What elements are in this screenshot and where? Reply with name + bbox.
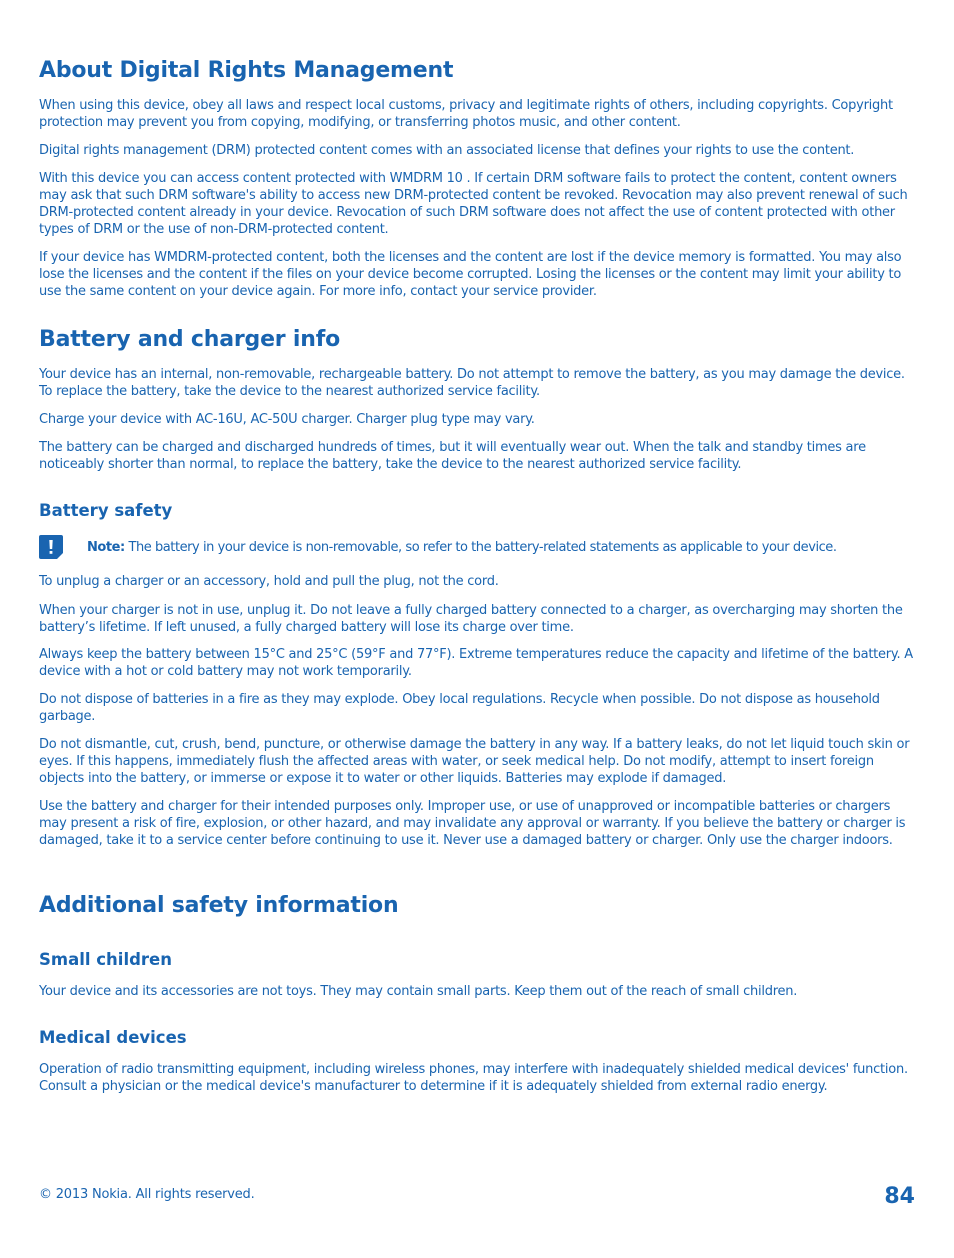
heading-battery-safety: Battery safety: [39, 501, 173, 520]
heading-small-children: Small children: [39, 950, 172, 969]
paragraph-small-children: Your device and its accessories are not toys. They may contain small parts. Keep them out of the reach of small children.: [39, 984, 798, 999]
note-label: Note:: [87, 540, 125, 555]
heading-drm: About Digital Rights Management: [39, 58, 454, 83]
heading-additional-safety: Additional safety information: [39, 893, 399, 918]
heading-medical-devices: Medical devices: [39, 1028, 187, 1047]
footer-copyright: © 2013 Nokia. All rights reserved.: [39, 1187, 255, 1202]
paragraph-battery-2: Charge your device with AC-16U, AC-50U charger. Charger plug type may vary.: [39, 412, 535, 427]
paragraph-safety-5: Do not dismantle, cut, crush, bend, puncture, or otherwise damage the battery in any way. If a battery leaks, do not let liquid touch skin or eyes. If this happens, immediately flush the affected areas with water, or seek medical help. Do not modify, attempt to insert foreign objects into the battery, or immerse or expose it to water or other liquids. Batteries may explode if damaged.: [39, 737, 910, 786]
paragraph-battery-1: Your device has an internal, non-removable, rechargeable battery. Do not attempt to remove the battery, as you may damage the device. To replace the battery, take the device to the nearest authorized service facility.: [39, 367, 905, 399]
heading-battery: Battery and charger info: [39, 327, 340, 352]
paragraph-drm-1: When using this device, obey all laws and respect local customs, privacy and legitimate rights of others, including copyrights. Copyright protection may prevent you from copying, modifying, or transferring photos music, and other content.: [39, 98, 893, 130]
paragraph-safety-6: Use the battery and charger for their intended purposes only. Improper use, or use of unapproved or incompatible batteries or chargers may present a risk of fire, explosion, or other hazard, and may invalidate any approval or warranty. If you believe the battery or charger is damaged, take it to a service center before continuing to use it. Never use a damaged battery or charger. Only use the charger indoors.: [39, 799, 906, 848]
exclamation-icon: [39, 535, 63, 559]
page-number: 84: [884, 1184, 915, 1209]
note-body: The battery in your device is non-removable, so refer to the battery-related statements as applicable to your device.: [124, 540, 837, 555]
paragraph-medical: Operation of radio transmitting equipment, including wireless phones, may interfere with inadequately shielded medical devices' function. Consult a physician or the medical device's manufacturer to determine if it is adequately shielded from external radio energy.: [39, 1062, 908, 1094]
paragraph-battery-3: The battery can be charged and discharged hundreds of times, but it will eventually wear out. When the talk and standby times are noticeably shorter than normal, to replace the battery, take the device to the nearest authorized service facility.: [39, 440, 866, 472]
paragraph-safety-2: When your charger is not in use, unplug it. Do not leave a fully charged battery connected to a charger, as overcharging may shorten the battery’s lifetime. If left unused, a fully charged battery will lose its charge over time.: [39, 603, 903, 635]
paragraph-safety-3: Always keep the battery between 15°C and 25°C (59°F and 77°F). Extreme temperatures reduce the capacity and lifetime of the battery. A device with a hot or cold battery may not work temporarily.: [39, 647, 913, 679]
paragraph-safety-1: To unplug a charger or an accessory, hold and pull the plug, not the cord.: [39, 574, 499, 589]
paragraph-safety-4: Do not dispose of batteries in a fire as they may explode. Obey local regulations. Recycle when possible. Do not dispose as household garbage.: [39, 692, 880, 724]
note-text: [87, 539, 917, 556]
paragraph-drm-2: Digital rights management (DRM) protected content comes with an associated license that defines your rights to use the content.: [39, 143, 855, 158]
paragraph-drm-4: If your device has WMDRM-protected content, both the licenses and the content are lost if the device memory is formatted. You may also lose the licenses and the content if the files on your device become corrupted. Losing the licenses or the content may limit your ability to use the same content on your device again. For more info, contact your service provider.: [39, 250, 902, 299]
paragraph-drm-3: With this device you can access content protected with WMDRM 10 . If certain DRM software fails to protect the content, content owners may ask that such DRM software's ability to access new DRM-protected content be revoked. Revocation may also prevent renewal of such DRM-protected content already in your device. Revocation of such DRM software does not affect the use of content protected with other types of DRM or the use of non-DRM-protected content.: [39, 171, 908, 237]
